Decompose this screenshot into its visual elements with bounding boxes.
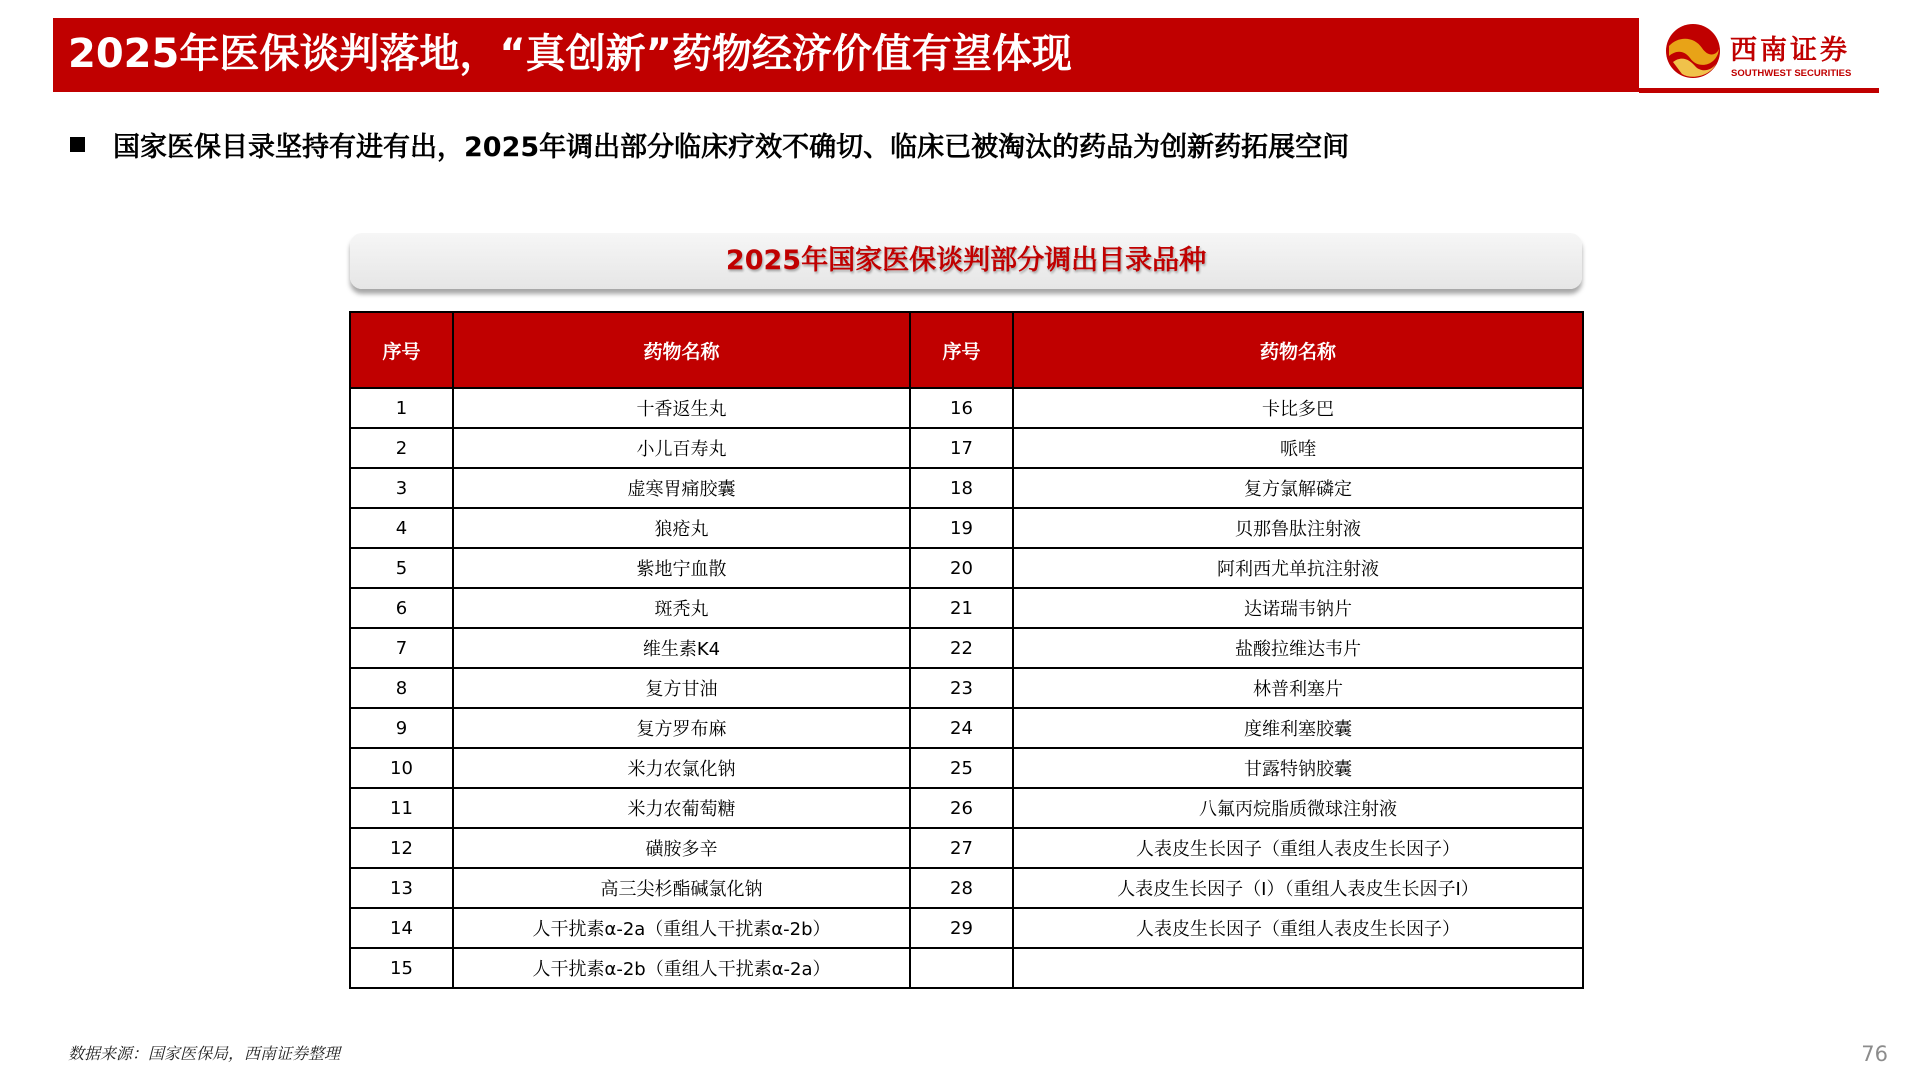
drug-table [349,311,1584,989]
table-title: 2025年国家医保谈判部分调出目录品种 [725,245,1207,276]
row-index-left: 7 [350,628,453,668]
key-point [70,124,1349,164]
table-row [350,868,1583,908]
row-index-right: 16 [910,388,1013,428]
table-row [350,628,1583,668]
row-index-right: 22 [910,628,1013,668]
drug-name-right: 达诺瑞韦钠片 [1013,588,1583,628]
logo-chinese-name: 西南证券 [1730,35,1850,66]
row-index-right: 23 [910,668,1013,708]
table-row [350,388,1583,428]
company-logo [1664,20,1879,84]
drug-name-left: 复方罗布麻 [453,708,910,748]
row-index-left: 8 [350,668,453,708]
column-header-index: 序号 [910,312,1013,388]
table-row [350,908,1583,948]
row-index-right: 28 [910,868,1013,908]
row-index-right: 20 [910,548,1013,588]
row-index-right: 29 [910,908,1013,948]
row-index-left: 14 [350,908,453,948]
drug-name-right: 度维利塞胶囊 [1013,708,1583,748]
logo-english-name: SOUTHWEST SECURITIES [1731,68,1852,79]
row-index-left: 13 [350,868,453,908]
row-index-left: 12 [350,828,453,868]
drug-name-right [1013,948,1583,988]
table-title-box [350,233,1582,289]
drug-name-left: 狼疮丸 [453,508,910,548]
table-row [350,668,1583,708]
row-index-right [910,948,1013,988]
drug-name-left: 小儿百寿丸 [453,428,910,468]
row-index-right: 21 [910,588,1013,628]
column-header-drug-name: 药物名称 [1013,312,1583,388]
drug-name-left: 人干扰素α-2b（重组人干扰素α-2a） [453,948,910,988]
row-index-left: 10 [350,748,453,788]
row-index-left: 5 [350,548,453,588]
row-index-left: 11 [350,788,453,828]
logo-mark-icon [1664,22,1722,80]
table-row [350,588,1583,628]
row-index-left: 1 [350,388,453,428]
table-row [350,788,1583,828]
row-index-right: 27 [910,828,1013,868]
row-index-right: 19 [910,508,1013,548]
drug-name-left: 虚寒胃痛胶囊 [453,468,910,508]
row-index-right: 18 [910,468,1013,508]
drug-name-right: 卡比多巴 [1013,388,1583,428]
square-bullet-icon [70,137,85,152]
row-index-left: 3 [350,468,453,508]
table-header-row [350,312,1583,388]
row-index-right: 25 [910,748,1013,788]
table-row [350,468,1583,508]
table-row [350,748,1583,788]
drug-name-left: 米力农氯化钠 [453,748,910,788]
table-row [350,708,1583,748]
drug-name-right: 贝那鲁肽注射液 [1013,508,1583,548]
row-index-left: 6 [350,588,453,628]
key-point-text: 国家医保目录坚持有进有出，2025年调出部分临床疗效不确切、临床已被淘汰的药品为创新药拓展空间 [113,131,1350,163]
drug-name-right: 复方氯解磷定 [1013,468,1583,508]
drug-name-right: 人表皮生长因子（重组人表皮生长因子） [1013,828,1583,868]
column-header-drug-name: 药物名称 [453,312,910,388]
table-row [350,948,1583,988]
drug-name-left: 磺胺多辛 [453,828,910,868]
title-underline [1639,88,1879,93]
row-index-right: 17 [910,428,1013,468]
drug-name-left: 斑秃丸 [453,588,910,628]
row-index-left: 15 [350,948,453,988]
column-header-index: 序号 [350,312,453,388]
table-row [350,428,1583,468]
drug-name-left: 十香返生丸 [453,388,910,428]
row-index-right: 26 [910,788,1013,828]
page-title: 2025年医保谈判落地，“真创新”药物经济价值有望体现 [68,31,1072,77]
page-number: 76 [1861,1042,1888,1066]
drug-name-right: 哌喹 [1013,428,1583,468]
data-source-note: 数据来源：国家医保局，西南证券整理 [68,1044,341,1063]
drug-name-left: 复方甘油 [453,668,910,708]
drug-name-right: 阿利西尤单抗注射液 [1013,548,1583,588]
drug-name-right: 甘露特钠胶囊 [1013,748,1583,788]
drug-name-left: 人干扰素α-2a（重组人干扰素α-2b） [453,908,910,948]
table-row [350,548,1583,588]
drug-name-right: 人表皮生长因子（Ⅰ）（重组人表皮生长因子Ⅰ） [1013,868,1583,908]
row-index-left: 9 [350,708,453,748]
drug-name-left: 米力农葡萄糖 [453,788,910,828]
table-row [350,508,1583,548]
drug-name-left: 维生素K4 [453,628,910,668]
row-index-left: 2 [350,428,453,468]
drug-name-right: 人表皮生长因子（重组人表皮生长因子） [1013,908,1583,948]
drug-name-left: 紫地宁血散 [453,548,910,588]
drug-name-right: 八氟丙烷脂质微球注射液 [1013,788,1583,828]
table-row [350,828,1583,868]
drug-name-right: 盐酸拉维达韦片 [1013,628,1583,668]
row-index-right: 24 [910,708,1013,748]
drug-name-right: 林普利塞片 [1013,668,1583,708]
row-index-left: 4 [350,508,453,548]
drug-name-left: 高三尖杉酯碱氯化钠 [453,868,910,908]
